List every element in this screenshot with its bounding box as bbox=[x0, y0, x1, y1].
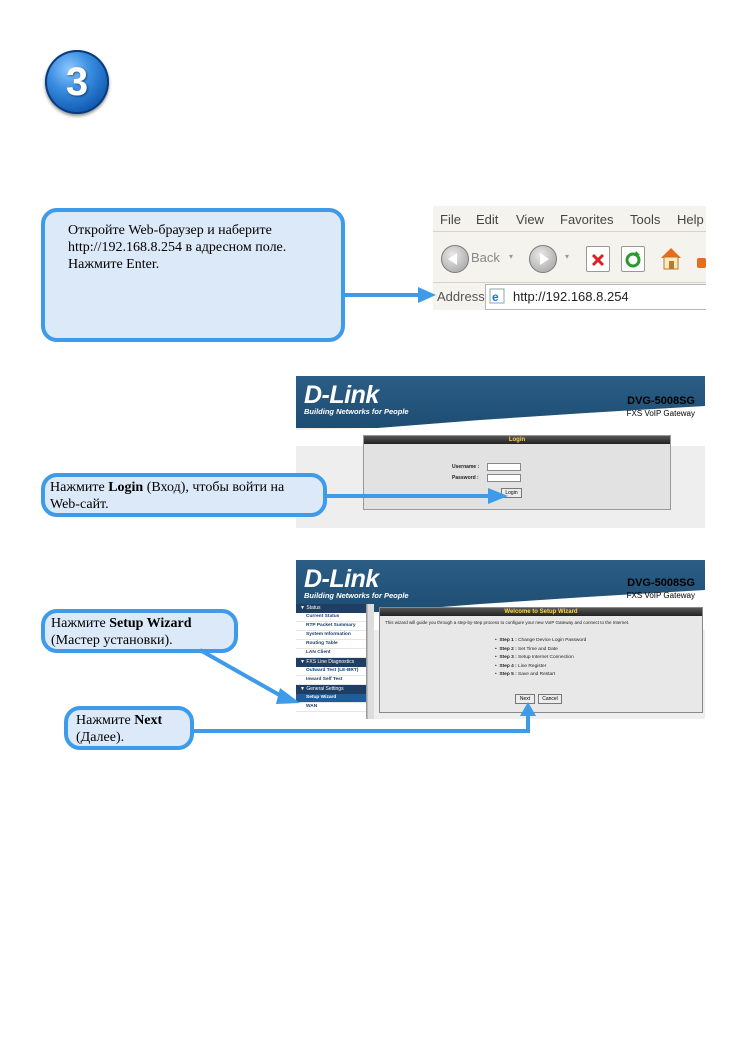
wizard-step-3: • Step 3 : Setup Internet Connection bbox=[495, 655, 574, 660]
svg-text:e: e bbox=[492, 290, 499, 304]
wizard-step-5: • Step 5 : Save and Restart bbox=[495, 672, 556, 677]
back-arrow-icon[interactable] bbox=[441, 245, 469, 273]
dlink-tagline: Building Networks for People bbox=[304, 591, 409, 600]
step-number-badge: 3 bbox=[45, 50, 109, 114]
wizard-panel-title: Welcome to Setup Wizard bbox=[380, 608, 702, 616]
forward-arrow-icon[interactable] bbox=[529, 245, 557, 273]
stop-icon[interactable] bbox=[586, 246, 610, 272]
browser-window bbox=[433, 206, 706, 310]
pointer-arrow-address bbox=[340, 285, 440, 305]
wizard-panel bbox=[379, 607, 703, 713]
menu-file[interactable]: File bbox=[440, 212, 461, 227]
next-callout-prefix: Нажмите bbox=[76, 713, 135, 728]
wizard-steps-list bbox=[495, 637, 586, 680]
wizard-screen bbox=[296, 560, 705, 719]
ie-page-icon bbox=[489, 288, 505, 304]
sidebar-item-outward-test[interactable]: Outward Test (LE-BRT) bbox=[296, 667, 366, 676]
address-input[interactable]: http://192.168.8.254 bbox=[513, 289, 629, 304]
menu-edit[interactable]: Edit bbox=[476, 212, 499, 227]
menu-view[interactable]: View bbox=[516, 212, 544, 227]
login-button[interactable]: Login bbox=[501, 488, 522, 498]
dlink-tagline: Building Networks for People bbox=[304, 407, 409, 416]
home-icon[interactable] bbox=[658, 245, 684, 271]
sidebar-item-routing-table[interactable]: Routing Table bbox=[296, 640, 366, 649]
password-label: Password : bbox=[452, 475, 479, 481]
chevron-down-icon[interactable]: ▾ bbox=[565, 252, 570, 261]
next-callout-suffix: (Далее). bbox=[76, 730, 125, 745]
login-instruction-callout bbox=[41, 473, 327, 517]
sidebar-scrollbar[interactable] bbox=[367, 604, 374, 719]
next-button[interactable]: Next bbox=[515, 694, 535, 704]
wizard-step-1: • Step 1 : Change Device Login Password bbox=[495, 638, 587, 643]
setup-wizard-callout bbox=[41, 609, 238, 653]
wizard-callout-suffix: (Мастер установки). bbox=[51, 633, 173, 648]
dlink-logo: D-Link bbox=[304, 381, 379, 409]
sidebar-group-status[interactable]: ▼ Status bbox=[296, 604, 366, 613]
wizard-step-4: • Step 4 : Line Register bbox=[495, 663, 547, 669]
sidebar-item-rtp-packet-summary[interactable]: RTP Packet Summary bbox=[296, 622, 366, 631]
password-field[interactable] bbox=[487, 474, 521, 482]
wizard-intro-text: This wizard will guide you through a step-by-step process to configure your new VoIP Gateway and connect to the Internet. bbox=[385, 620, 630, 625]
next-instruction-callout bbox=[64, 706, 194, 750]
sidebar-item-lan-client[interactable]: LAN Client bbox=[296, 649, 366, 658]
cancel-button[interactable]: Cancel bbox=[538, 694, 562, 704]
menu-favorites[interactable]: Favorites bbox=[560, 212, 614, 227]
browser-instruction-callout bbox=[41, 208, 345, 342]
model-subtitle: FXS VoIP Gateway bbox=[626, 591, 695, 600]
sidebar-item-system-information[interactable]: System Information bbox=[296, 631, 366, 640]
model-name: DVG-5008SG bbox=[627, 577, 695, 589]
browser-instruction-text: Откройте Web-браузер и наберите http://192.168.8.254 в адресном поле. Нажмите Enter. bbox=[68, 223, 287, 272]
sidebar-item-inward-self-test[interactable]: Inward Self Test bbox=[296, 676, 366, 685]
back-button-label[interactable]: Back bbox=[471, 250, 500, 265]
sidebar-item-current-status[interactable]: Current Status bbox=[296, 613, 366, 622]
login-callout-suffix: (Вход), чтобы войти на Web-сайт. bbox=[50, 480, 285, 512]
model-subtitle: FXS VoIP Gateway bbox=[626, 409, 695, 418]
sidebar bbox=[296, 604, 367, 719]
mail-icon[interactable] bbox=[697, 258, 706, 268]
pointer-arrow-login bbox=[322, 486, 512, 506]
next-callout-bold: Next bbox=[134, 713, 163, 728]
sidebar-group-general-settings[interactable]: ▼ General Settings bbox=[296, 685, 366, 694]
login-callout-prefix: Нажмите bbox=[50, 480, 109, 495]
sidebar-group-fxs-line-diagnostics[interactable]: ▼ FXS Line Diagnostics bbox=[296, 658, 366, 667]
menu-tools[interactable]: Tools bbox=[630, 212, 661, 227]
dlink-logo: D-Link bbox=[304, 565, 379, 593]
menu-help[interactable]: Help bbox=[677, 212, 704, 227]
address-label: Address bbox=[437, 289, 485, 304]
wizard-step-2: • Step 2 : Set Time and Date bbox=[495, 646, 558, 652]
username-label: Username : bbox=[452, 464, 480, 470]
model-name: DVG-5008SG bbox=[627, 395, 695, 407]
chevron-down-icon[interactable]: ▾ bbox=[509, 252, 514, 261]
wizard-callout-prefix: Нажмите bbox=[51, 616, 110, 631]
username-field[interactable] bbox=[487, 463, 521, 471]
sidebar-item-setup-wizard[interactable]: Setup Wizard bbox=[296, 694, 366, 703]
login-panel-title: Login bbox=[364, 436, 670, 444]
wizard-callout-bold: Setup Wizard bbox=[109, 616, 192, 631]
sidebar-item-wan[interactable]: WAN bbox=[296, 703, 366, 712]
login-callout-bold: Login bbox=[108, 480, 144, 495]
refresh-icon[interactable] bbox=[621, 246, 645, 272]
address-bar[interactable] bbox=[485, 284, 706, 310]
